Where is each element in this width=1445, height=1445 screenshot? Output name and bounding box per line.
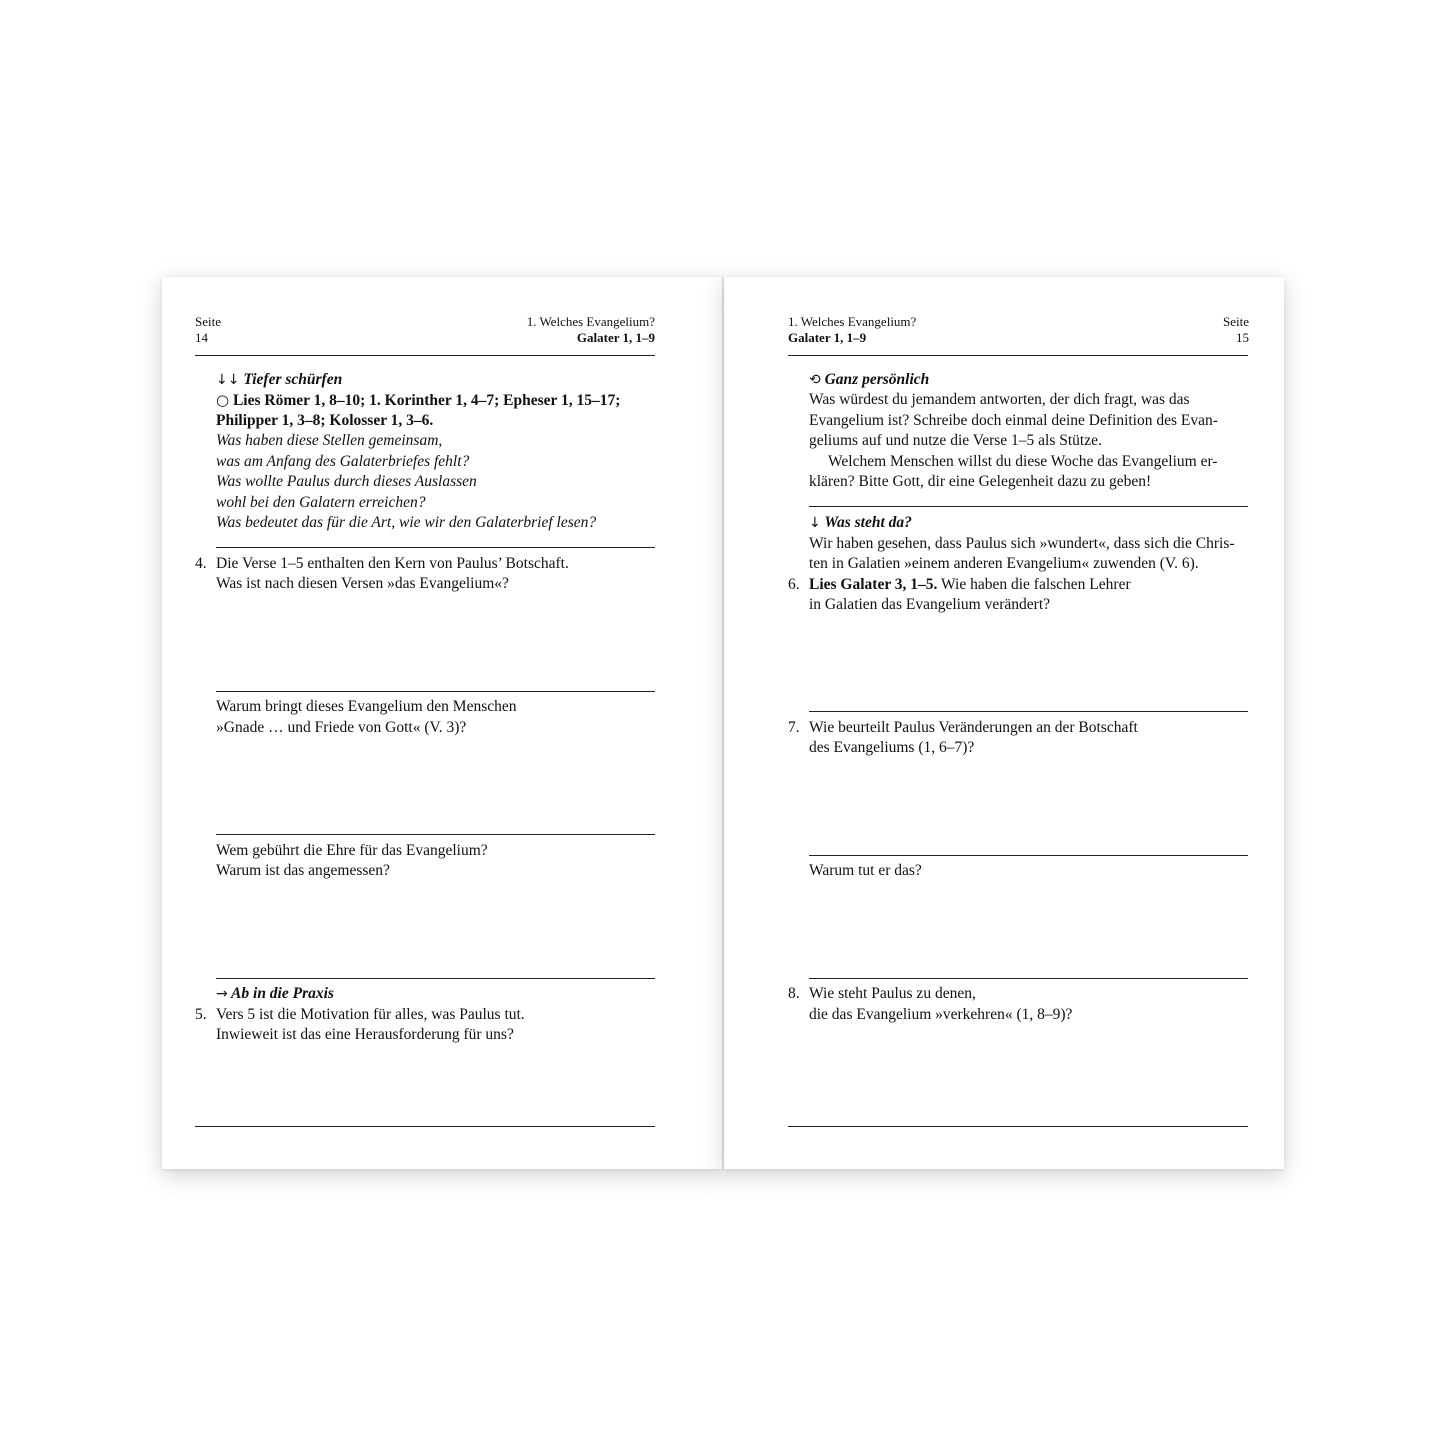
page-label: Seite xyxy=(195,314,221,329)
question-text: Lies Galater 3, 1–5. Wie haben die falschen Lehrer xyxy=(809,576,1131,593)
answer-line[interactable] xyxy=(809,855,1248,856)
question-text: Die Verse 1–5 enthalten den Kern von Paulus’ Botschaft. xyxy=(216,555,569,572)
body-text: klären? Bitte Gott, dir eine Gelegenheit dazu zu geben! xyxy=(809,473,1152,490)
question-number: 8. xyxy=(788,985,800,1002)
question-text: Wem gebührt die Ehre für das Evangelium? xyxy=(216,842,488,859)
answer-line[interactable] xyxy=(216,834,655,835)
body-text: Wir haben gesehen, dass Paulus sich »wundert«, dass sich die Chris- xyxy=(809,535,1235,552)
book-spread xyxy=(162,277,1284,1169)
section-heading: ↓↓ Tiefer schürfen xyxy=(216,371,343,388)
question-text: Vers 5 ist die Motivation für alles, was Paulus tut. xyxy=(216,1006,525,1023)
answer-line[interactable] xyxy=(216,691,655,692)
answer-line[interactable] xyxy=(216,978,655,979)
passage-reference: Galater 1, 1–9 xyxy=(576,330,655,345)
question-text: Inwieweit ist das eine Herausforderung für uns? xyxy=(216,1026,514,1043)
question-number: 7. xyxy=(788,719,800,736)
chapter-title: 1. Welches Evangelium? xyxy=(526,314,655,329)
answer-line[interactable] xyxy=(809,711,1248,712)
deeper-question: Was bedeutet das für die Art, wie wir den Galaterbrief lesen? xyxy=(216,514,597,531)
down-arrow-icon: ↓ xyxy=(809,515,821,531)
cycle-arrows-icon: ⟲ xyxy=(809,372,821,388)
question-text: die das Evangelium »verkehren« (1, 8–9)? xyxy=(809,1006,1073,1023)
question-text: Wie steht Paulus zu denen, xyxy=(809,985,976,1002)
question-text: des Evangeliums (1, 6–7)? xyxy=(809,739,975,756)
header-divider xyxy=(195,355,655,356)
header-divider xyxy=(788,355,1248,356)
question-text: Warum bringt dieses Evangelium den Menschen xyxy=(216,698,517,715)
question-text: Was ist nach diesen Versen »das Evangelium«? xyxy=(216,575,509,592)
reading-instruction-cont: Philipper 1, 3–8; Kolosser 1, 3–6. xyxy=(216,412,434,429)
question-text: Warum ist das angemessen? xyxy=(216,862,390,879)
body-text: ten in Galatien »einem anderen Evangelium« zuwenden (V. 6). xyxy=(809,555,1199,572)
question-number: 5. xyxy=(195,1006,207,1023)
body-text: geliums auf und nutze die Verse 1–5 als Stütze. xyxy=(809,432,1102,449)
body-text: Was würdest du jemandem antworten, der dich fragt, was das xyxy=(809,391,1190,408)
answer-line[interactable] xyxy=(809,978,1248,979)
deeper-question: Was haben diese Stellen gemeinsam, xyxy=(216,432,443,449)
deeper-question: Was wollte Paulus durch dieses Auslassen xyxy=(216,473,477,490)
section-divider xyxy=(809,506,1248,507)
section-heading: ⟲ Ganz persönlich xyxy=(809,371,930,388)
question-number: 6. xyxy=(788,576,800,593)
section-heading: → Ab in die Praxis xyxy=(216,985,334,1002)
left-page xyxy=(162,277,722,1169)
section-heading: ↓ Was steht da? xyxy=(809,514,912,531)
section-divider xyxy=(216,547,655,548)
page-label: Seite xyxy=(1223,314,1249,329)
question-text: Warum tut er das? xyxy=(809,862,922,879)
question-text: »Gnade … und Friede von Gott« (V. 3)? xyxy=(216,719,467,736)
question-text: in Galatien das Evangelium verändert? xyxy=(809,596,1051,613)
right-page xyxy=(724,277,1284,1169)
body-text: Evangelium ist? Schreibe doch einmal deine Definition des Evan- xyxy=(809,412,1218,429)
deeper-question: was am Anfang des Galaterbriefes fehlt? xyxy=(216,453,470,470)
page-number: 15 xyxy=(1236,330,1249,345)
checkbox-circle-icon: ○ xyxy=(216,391,230,409)
question-number: 4. xyxy=(195,555,207,572)
answer-line[interactable] xyxy=(195,1126,655,1127)
passage-reference: Galater 1, 1–9 xyxy=(788,330,867,345)
answer-line[interactable] xyxy=(788,1126,1248,1127)
chapter-title: 1. Welches Evangelium? xyxy=(788,314,917,329)
reading-instruction: ○ Lies Römer 1, 8–10; 1. Korinther 1, 4–7; Epheser 1, 15–17; xyxy=(216,391,621,409)
deeper-question: wohl bei den Galatern erreichen? xyxy=(216,494,426,511)
double-down-arrow-icon: ↓↓ xyxy=(216,372,240,388)
body-text: Welchem Menschen willst du diese Woche das Evangelium er- xyxy=(828,453,1218,470)
page-number: 14 xyxy=(195,330,208,345)
question-text: Wie beurteilt Paulus Veränderungen an der Botschaft xyxy=(809,719,1138,736)
right-arrow-icon: → xyxy=(216,986,228,1002)
